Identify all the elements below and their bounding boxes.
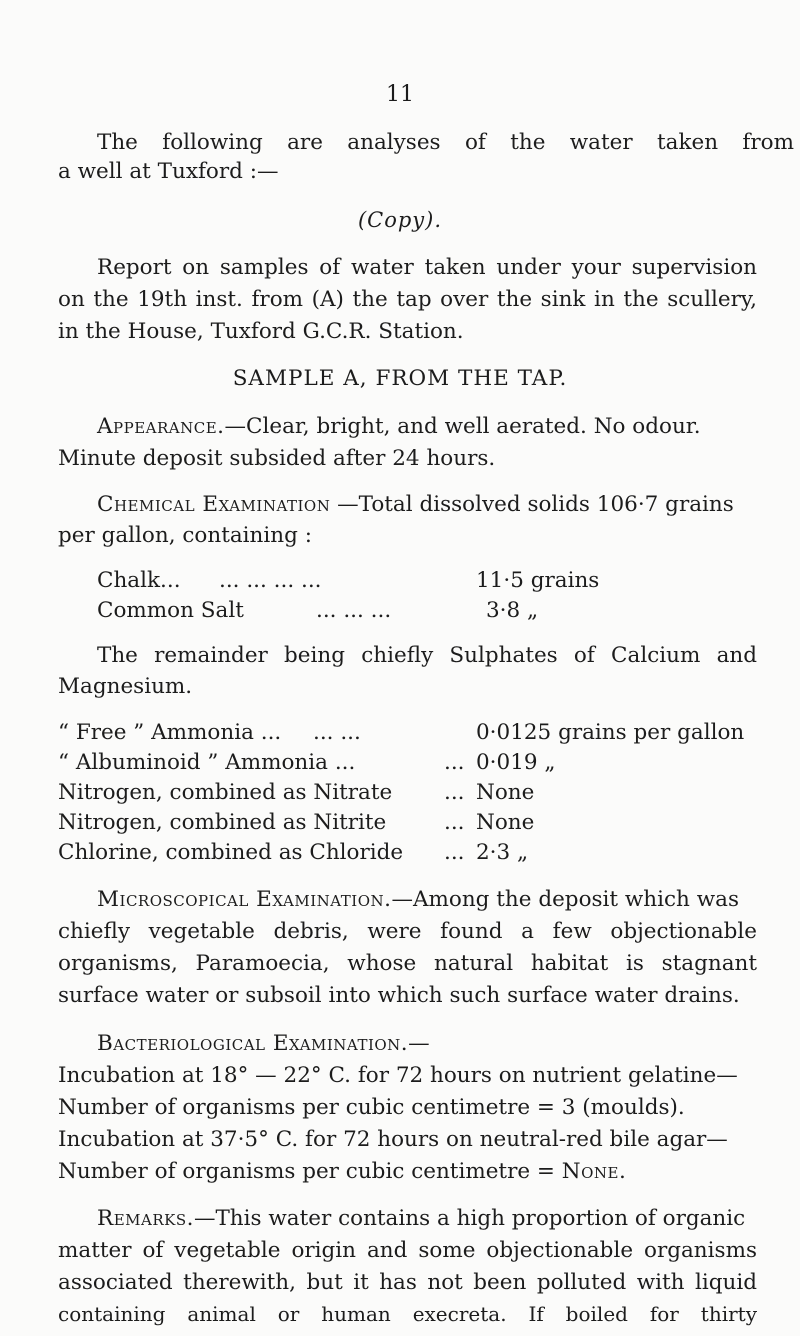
remainder-line-2: Magnesium. [58,674,193,699]
ammonia-dots: ... [444,780,465,805]
copy-label: (Copy). [357,208,443,232]
appearance-line-1 [97,412,757,442]
bacteriological-dash: — [408,1031,430,1056]
ammonia-name: “ Albuminoid ” Ammonia ... [58,750,356,775]
ammonia-value: None [476,810,535,835]
result-2-prefix: Number of organisms per cubic centimetre = [58,1159,562,1184]
chemical-line-2: per gallon, containing : [58,523,312,548]
chemical-item-value: 11·5 grains [476,568,600,593]
report-line-3: in the House, Tuxford G.C.R. Station. [58,319,464,344]
result-2-value: None. [561,1159,627,1184]
chemical-item-dots: ... ... ... ... [219,568,322,593]
ammonia-value: 0·019 „ [476,750,556,775]
result-line-1: Number of organisms per cubic centimetre = 3 (moulds). [58,1095,685,1120]
ammonia-name: Nitrogen, combined as Nitrite [58,810,387,835]
microscopical-label: Microscopical Examination. [97,887,392,912]
appearance-text: —Clear, bright, and well aerated. No odour. [224,414,701,439]
remarks-line: associated therewith, but it has not been polluted with liquid [58,1270,757,1295]
ammonia-value: 0·0125 grains per gallon [476,720,745,745]
microscopical-line: surface water or subsoil into which such surface water drains. [58,983,740,1008]
microscopical-line: organisms, Paramoecia, whose natural habitat is stagnant [58,951,757,976]
chemical-label: Chemical Examination [97,492,331,517]
remarks-label: Remarks. [97,1206,194,1231]
chemical-item-name: Common Salt [97,598,244,623]
remarks-line: matter of vegetable origin and some objectionable organisms [58,1238,757,1263]
ammonia-name: Nitrogen, combined as Nitrate [58,780,393,805]
bacteriological-heading [97,1029,430,1059]
intro-line-2: a well at Tuxford :— [58,159,279,184]
bacteriological-label: Bacteriological Examination. [97,1031,409,1056]
ammonia-name: “ Free ” Ammonia ... [58,720,282,745]
microscopical-text: —Among the deposit which was [391,887,739,912]
ammonia-name: Chlorine, combined as Chloride [58,840,404,865]
ammonia-dots: ... [444,750,465,775]
remarks-line: containing animal or human execreta. If boiled for thirty [58,1302,757,1326]
incubation-line-2: Incubation at 37·5° C. for 72 hours on neutral-red bile agar— [58,1127,728,1152]
sample-heading: SAMPLE A, FROM THE TAP. [232,366,568,391]
microscopical-line-1 [97,885,757,915]
page-number: 11 [386,82,414,107]
chemical-item-dots: ... ... ... [316,598,392,623]
result-line-2 [58,1157,626,1187]
chemical-text: —Total dissolved solids 106·7 grains [330,492,734,517]
remarks-text: —This water contains a high proportion of organic [193,1206,746,1231]
ammonia-dots: ... [444,840,465,865]
ammonia-value: None [476,780,535,805]
appearance-label: Appearance. [97,414,225,439]
report-line-2: on the 19th inst. from (A) the tap over the sink in the scullery, [58,287,757,312]
remainder-line-1: The remainder being chiefly Sulphates of Calcium and [97,643,757,668]
ammonia-value: 2·3 „ [476,840,529,865]
ammonia-dots: ... ... [313,720,361,745]
chemical-line-1 [97,490,757,520]
intro-line-1: The following are analyses of the water taken from [97,130,794,155]
chemical-item-name: Chalk... [97,568,181,593]
appearance-line-2: Minute deposit subsided after 24 hours. [58,446,496,471]
incubation-line-1: Incubation at 18° — 22° C. for 72 hours on nutrient gelatine— [58,1063,738,1088]
chemical-item-value: 3·8 „ [486,598,539,623]
microscopical-line: chiefly vegetable debris, were found a few objectionable [58,919,757,944]
remarks-line-1 [97,1204,757,1234]
ammonia-dots: ... [444,810,465,835]
report-line-1: Report on samples of water taken under your supervision [97,255,757,280]
